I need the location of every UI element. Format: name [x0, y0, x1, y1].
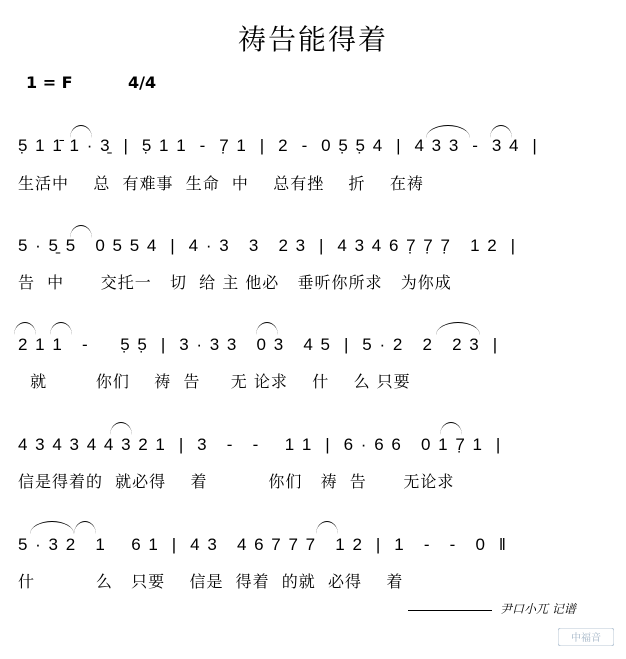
transcriber-signature: 尹口小兀 记谱 [500, 602, 576, 616]
slur [14, 322, 36, 335]
signature-line [408, 610, 492, 611]
watermark-logo [558, 628, 614, 646]
slur [316, 521, 338, 534]
notes-row-2: 5 · 5̱ 5 0 5 5 4 | 4 · 3 3 2 3 | 4 3 4 6 7̣ 7̣ 7̣ 1 2 | [18, 236, 517, 255]
notes-row-5: 5 · 3 2 1 6 1 | 4 3 4 6 7 7 7 1 2 | 1 - - 0 ‖ [18, 535, 508, 554]
song-title: 祷告能得着 [237, 23, 388, 56]
notes-row-4: 4 3 4 3 4 4 3 2 1 | 3 - - 1 1 | 6 · 6 6 0 1 7̣ 1 | [18, 435, 502, 454]
lyrics-row-2: 告 中 交托一 切 给 主 他必 垂听你所求 为你成 [18, 273, 452, 292]
time-signature: 4/4 [128, 73, 157, 92]
notes-row-3: 2 1 1 - 5̣ 5̣ | 3 · 3 3 0 3 4 5 | 5 · 2 2 2 3 | [18, 335, 499, 354]
notes-row-1: 5̣ 1 1̄ 1 · 3̱ | 5̣ 1 1 - 7̣ 1 | 2 - 0 5̣ 5̣ 4 | 4 3 3 - 3 4 | [18, 136, 539, 155]
lyrics-row-1: 生活中 总 有难事 生命 中 总有挫 折 在祷 [18, 174, 424, 193]
svg-text:中福音: 中福音 [571, 633, 601, 644]
lyrics-row-4: 信是得着的 就必得 着 你们 祷 告 无论求 [18, 472, 455, 491]
slur [30, 521, 74, 534]
slur [256, 322, 278, 335]
slur [50, 322, 72, 335]
slur [110, 422, 132, 435]
slur [436, 322, 480, 335]
slur [440, 422, 462, 435]
lyrics-row-3: 就 你们 祷 告 无 论求 什 么 只要 [18, 372, 411, 391]
slur [74, 521, 96, 534]
key-signature: 1 = F [26, 73, 73, 92]
lyrics-row-5: 什 么 只要 信是 得着 的就 必得 着 [18, 572, 404, 591]
